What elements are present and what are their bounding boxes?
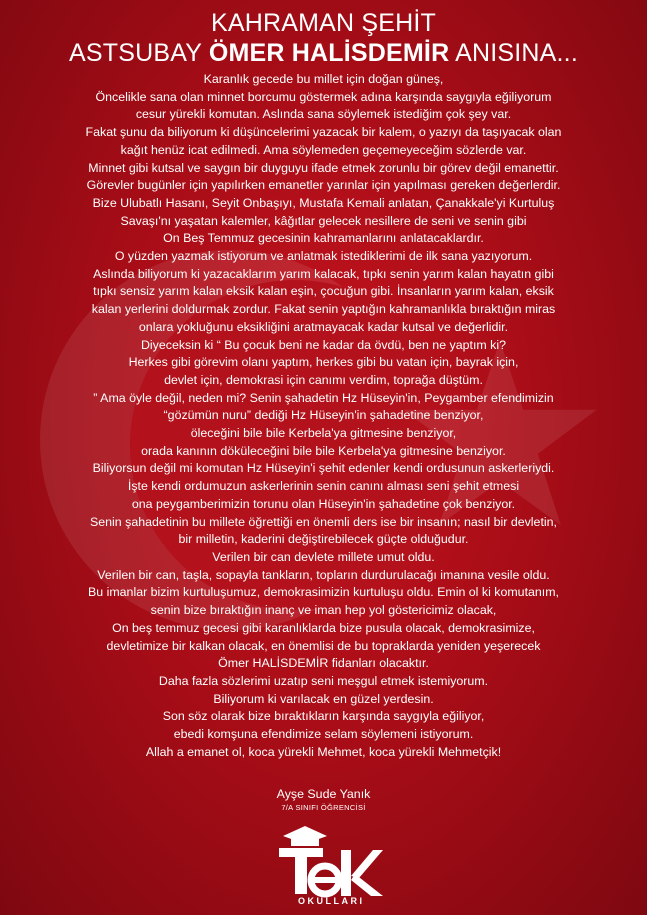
letter-line: cesur yürekli komutan. Aslında sana söylemek istediğim çok şey var. [135, 107, 512, 122]
signature-block [0, 786, 647, 813]
letter-line: ona peygamberimizin torunu olan Hüseyin'in şahadetine çok benziyor. [131, 496, 516, 511]
letter-line: Minnet gibi kutsal ve saygın bir duyguyu ifade etmek zorunlu bir görev değil emanettir. [88, 160, 559, 175]
letter-line: Bu imanlar bizim kurtuluşumuz, demokrasimizin kurtuluşu oldu. Emin ol ki komutanım, [87, 585, 559, 600]
letter-line: Senin şahadetinin bu millete öğrettiği en önemli ders ise bir insanın; nasıl bir devletin, [90, 514, 557, 529]
letter-line: Daha fazla sözlerimi uzatıp seni meşgul etmek istemiyorum. [158, 673, 489, 688]
letter-line: Biliyorsun değil mi komutan Hz Hüseyin'i şehit edenler kendi ordusunun askerleriydi. [92, 461, 555, 476]
letter-line: Ömer HALİSDEMİR fidanları olacaktır. [218, 656, 429, 671]
letter-line: Görevler bugünler için yapılırken emanetler yarınlar için yapılması gereken değerlerdir. [86, 178, 561, 193]
author-class: 7/A SINIFI ÖĞRENCİSİ [281, 803, 366, 812]
letter-line: Öncelikle sana olan minnet borcumu göstermek adına karşında saygıyla eğiliyorum [95, 89, 552, 104]
letter-line: “gözümün nuru” dediği Hz Hüseyin'in şahadetine benziyor, [163, 408, 484, 423]
letter-line: Bize Ulubatlı Hasanı, Seyit Onbaşıyı, Mustafa Kemali anlatan, Çanakkale'yi Kurtuluş [92, 195, 555, 210]
title-suffix: ANISINA... [455, 39, 578, 67]
letter-line: İşte kendi ordumuzun askerlerinin senin canını alması seni şehit etmesi [127, 479, 520, 494]
letter-line: devlet için, demokrasi için canımı verdim, toprağa düştüm. [164, 372, 483, 387]
letter-body [18, 71, 629, 761]
letter-line: ebedi komşuna efendimize selam söylemeni istiyorum. [173, 727, 474, 742]
letter-line: O yüzden yazmak istiyorum ve anlatmak istediklerimi de ilk sana yazıyorum. [114, 249, 533, 264]
letter-line: Son söz olarak bize bıraktıkların karşında saygıyla eğiliyor, [162, 709, 485, 724]
title-line-1: KAHRAMAN ŞEHİT [210, 9, 437, 37]
title-hero-name: ÖMER HALİSDEMİR [208, 39, 450, 67]
letter-line: Verilen bir can, taşla, sopayla tankların, topların durdurulacağı imanına vesile oldu. [97, 567, 550, 582]
author-name: Ayşe Sude Yanık [276, 787, 371, 801]
letter-line: Verilen bir can devlete millete umut oldu. [212, 549, 435, 564]
letter-line: bir milletin, kaderini değiştirebilecek güçte olduğudur. [178, 532, 469, 547]
title-rank: ASTSUBAY [69, 39, 202, 67]
letter-line: Allah a emanet ol, koca yürekli Mehmet, koca yürekli Mehmetçik! [145, 744, 502, 759]
letter-line: tıpkı sensiz yarım kalan eksik kalan eşin, çocuğun gibi. İnsanların yarım kalan, eksik [93, 284, 554, 299]
letter-line: orada kanının döküleceğini bile bile Kerbela'ya gitmesine benziyor. [141, 443, 506, 458]
title-line-2 [0, 38, 647, 68]
letter-line: On Beş Temmuz gecesinin kahramanlarını anlatacaklardır. [163, 231, 484, 246]
letter-line: Savaşı'nı yaşatan kalemler, kâğıtlar gelecek nesillere de seni ve senin gibi [120, 213, 527, 228]
letter-line: senin bize bıraktığın inanç ve iman hep yol göstericimiz olacak, [150, 603, 497, 618]
letter-line: devletimize bir kalkan olacak, en önemlisi de bu topraklarda yeniden yeşerecek [106, 638, 541, 653]
letter-line: onlara yokluğunu eksikliğini aratmayacak kadar kutsal ve değerlidir. [138, 319, 509, 334]
letter-line: Aslında biliyorum ki yazacaklarım yarım kalacak, tıpkı senin yarım kalan hayatın gibi [93, 266, 554, 281]
letter-line: Herkes gibi görevim olanı yaptım, herkes gibi bu vatan için, bayrak için, [128, 355, 519, 370]
logo-subtitle: OKULLARI [298, 896, 365, 906]
letter-line: kağıt henüz icat edilmedi. Ama söylemeden geçemeyeceğim sözlerde var. [120, 142, 527, 157]
letter-line: Karanlık gecede bu millet için doğan güneş, [203, 72, 444, 86]
letter-line: Fakat şunu da biliyorum ki düşüncelerimi yazacak bir kalem, o yazıyı da taşıyacak olan [85, 125, 562, 140]
letter-line: ” Ama öyle değil, neden mi? Senin şahadetin Hz Hüseyin'in, Peygamber efendimizin [93, 390, 554, 405]
letter-line: Biliyorum ki varılacak en güzel yerdesin. [213, 691, 434, 706]
letter-line: kalan yerlerini doldurmak zordur. Fakat senin yaptığın kahramanlıkla bıraktığın miras [91, 302, 556, 317]
letter-line: öleceğini bile bile Kerbela'ya gitmesine benziyor, [190, 426, 457, 441]
page-title [0, 8, 647, 68]
letter-line: Diyeceksin ki “ Bu çocuk beni ne kadar da övdü, ben ne yaptım ki? [140, 337, 507, 352]
letter-line: On beş temmuz gecesi gibi karanlıklarda bize pusula olacak, demokrasimize, [112, 620, 535, 635]
